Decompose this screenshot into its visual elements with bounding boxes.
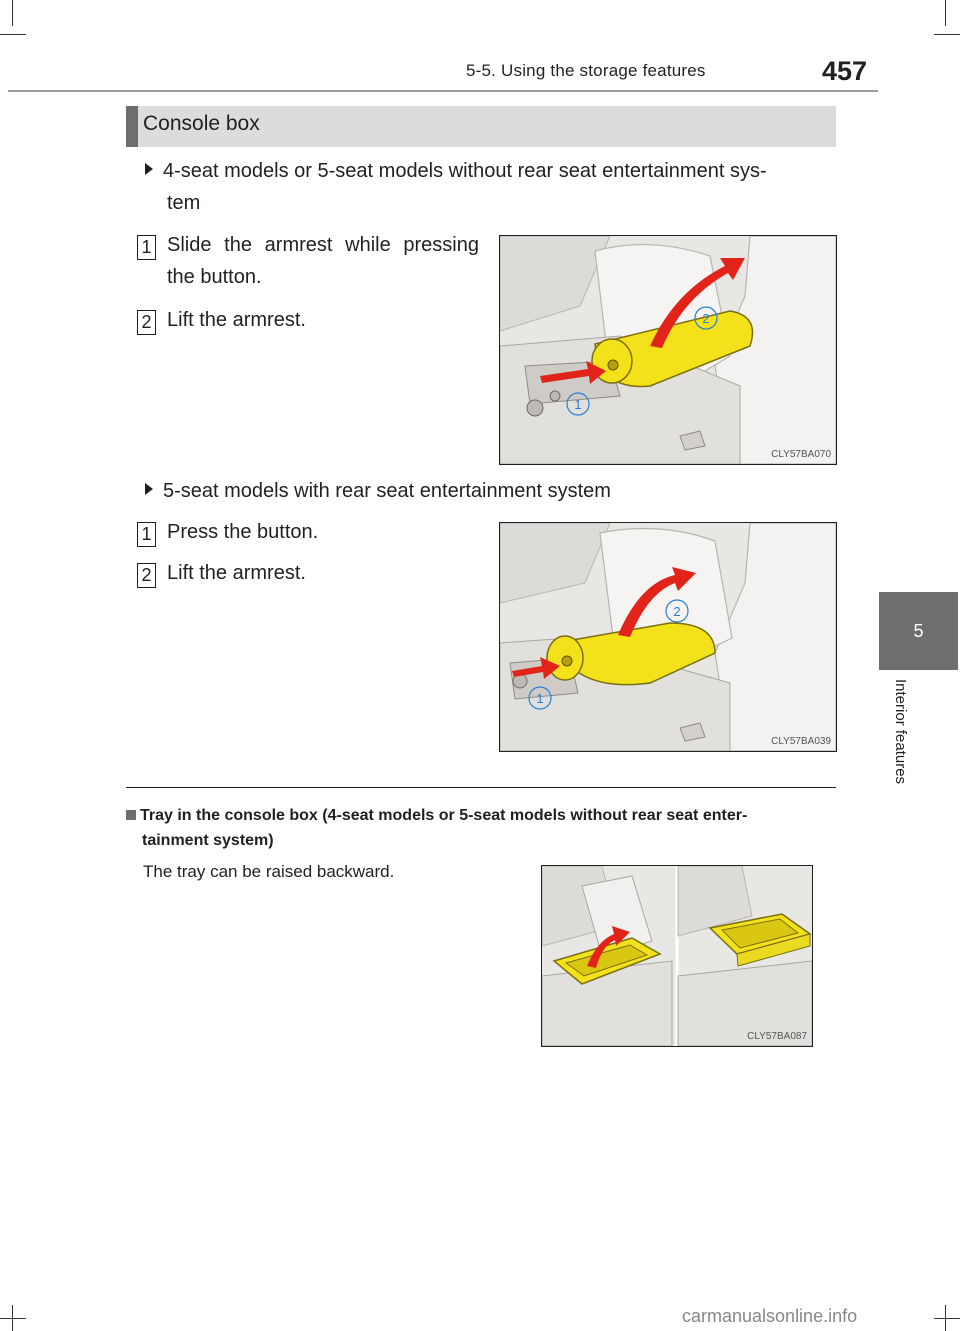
step-text-line: Slide the armrest while pressing	[167, 234, 479, 256]
console-box-illustration-1	[499, 235, 837, 465]
crop-mark	[12, 1305, 13, 1331]
figure-code: CLY57BA039	[771, 736, 831, 747]
watermark: carmanualsonline.info	[682, 1306, 858, 1326]
chapter-tab: 5	[879, 592, 958, 670]
armrest-slide-illustration	[500, 236, 836, 464]
chapter-title: Interior features	[892, 679, 909, 785]
section-divider	[126, 787, 836, 788]
note-heading-continued: tainment system)	[142, 832, 274, 849]
bullet-text: 4-seat models or 5-seat models without rear seat entertainment sys-	[163, 160, 767, 182]
bullet-triangle-icon	[145, 163, 153, 175]
note-heading-line: Tray in the console box (4-seat models or 5-seat models without rear seat enter-	[140, 807, 748, 824]
crop-mark	[945, 1305, 946, 1331]
square-bullet-icon	[126, 810, 136, 820]
step-text: Lift the armrest.	[167, 309, 306, 331]
tray-raise-illustration	[542, 866, 812, 1046]
console-box-illustration-2	[499, 522, 837, 752]
step-number-badge: 1	[137, 522, 156, 547]
step-text: Press the button.	[167, 521, 319, 543]
running-header-section: 5-5. Using the storage features	[466, 61, 706, 80]
figure-code: CLY57BA087	[747, 1031, 807, 1042]
crop-mark	[945, 0, 946, 26]
note-heading	[126, 803, 836, 853]
figure-label-1: 1	[536, 691, 544, 706]
crop-mark	[0, 34, 26, 35]
step-number-badge: 2	[137, 310, 156, 335]
step-text: Lift the armrest.	[167, 562, 306, 584]
figure-label-2: 2	[673, 604, 681, 619]
bullet-text-continued: tem	[167, 192, 201, 214]
figure-label-1: 1	[574, 397, 582, 412]
step-number-badge: 1	[137, 235, 156, 260]
bullet-item	[145, 475, 611, 507]
bullet-text: 5-seat models with rear seat entertainment system	[163, 480, 611, 502]
crop-mark	[0, 1318, 26, 1319]
crop-mark	[12, 0, 13, 26]
step-text	[167, 229, 479, 261]
note-body: The tray can be raised backward.	[143, 862, 395, 881]
bullet-triangle-icon	[145, 483, 153, 495]
armrest-lift-illustration	[500, 523, 836, 751]
page-number: 457	[822, 56, 868, 86]
crop-mark	[934, 34, 960, 35]
crop-mark	[934, 1318, 960, 1319]
figure-label-2: 2	[702, 311, 710, 326]
bullet-item	[145, 155, 835, 187]
figure-code: CLY57BA070	[771, 449, 831, 460]
step-number-badge: 2	[137, 563, 156, 588]
tray-illustration	[541, 865, 813, 1047]
step-text-continued: the button.	[167, 266, 262, 288]
header-rule	[8, 90, 878, 92]
section-heading: Console box	[143, 112, 260, 135]
